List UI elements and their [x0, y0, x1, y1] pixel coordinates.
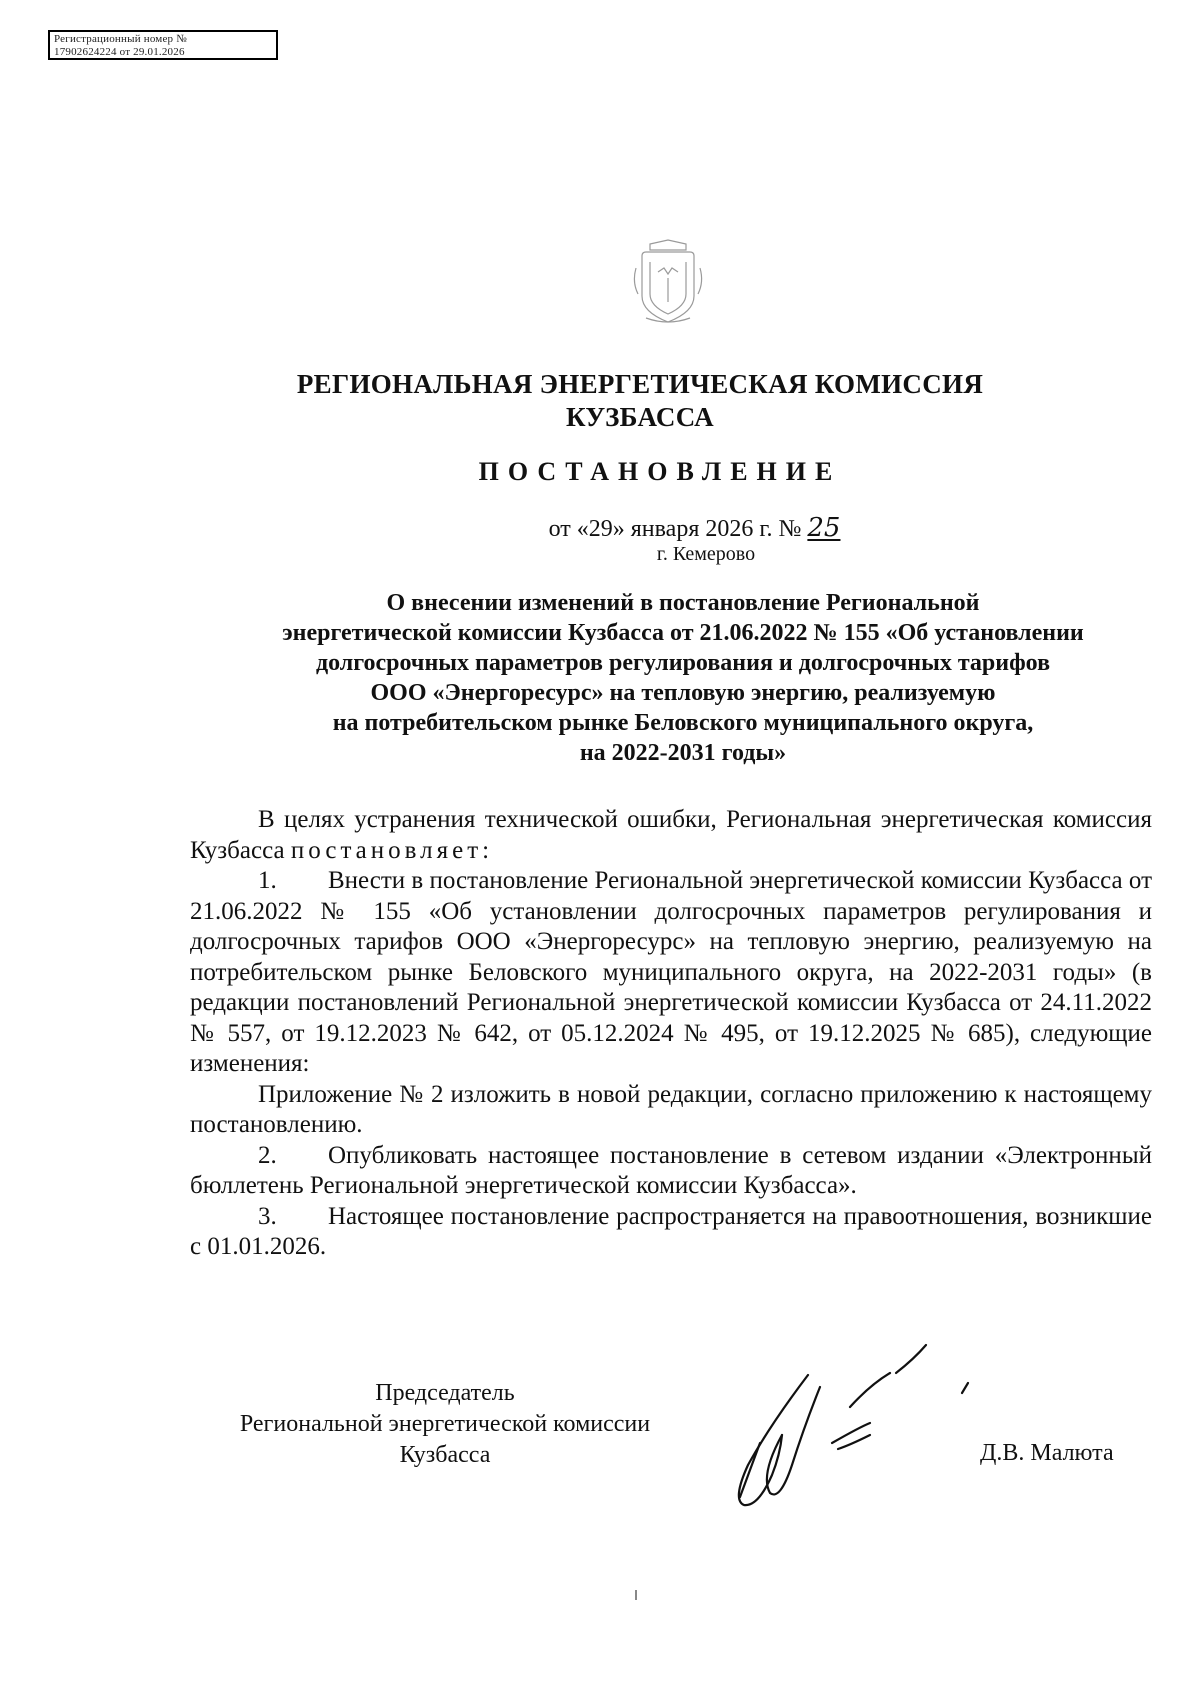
position-line: Региональной энергетической комиссии: [239, 1411, 651, 1437]
position-line: Кузбасса: [399, 1442, 491, 1468]
item-number: 2.: [258, 1141, 277, 1169]
subject-line: О внесении изменений в постановление Региональной: [386, 590, 980, 616]
position-line: Председатель: [375, 1380, 515, 1406]
signatory-position: [170, 1378, 720, 1471]
subject-line: энергетической комиссии Кузбасса от 21.06.2022 № 155 «Об установлении: [282, 620, 1084, 646]
registration-number-label: Регистрационный номер №: [54, 33, 187, 45]
item-text: Настоящее постановление распространяется на правоотношения, возникшие с 01.01.2026.: [190, 1202, 1152, 1260]
handwritten-signature: [700, 1315, 1060, 1515]
organization-name-line2: КУЗБАССА: [566, 402, 714, 432]
preamble-text: В целях устранения технической ошибки, Региональная энергетическая комиссия Кузбасса: [190, 806, 1152, 864]
resolves-word: постановляет:: [290, 836, 494, 864]
document-body: [190, 805, 1152, 1263]
subject-line: на 2022-2031 годы»: [579, 740, 787, 766]
item-number: 3.: [258, 1202, 277, 1230]
resolution-item-3: [190, 1202, 1152, 1263]
subject-line: долгосрочных параметров регулирования и долгосрочных тарифов: [315, 650, 1051, 676]
document-number-handwritten: 25: [807, 513, 841, 543]
organization-title: [40, 368, 1200, 434]
subject-line: ООО «Энергоресурс» на тепловую энергию, реализуемую: [370, 680, 996, 706]
preamble-paragraph: [190, 805, 1152, 866]
resolution-item-2: [190, 1141, 1152, 1202]
coat-of-arms-icon: [628, 238, 708, 326]
resolution-item-1-sub: Приложение № 2 изложить в новой редакции, согласно приложению к настоящему постановлению.: [190, 1080, 1152, 1138]
document-date-line: [106, 513, 1200, 543]
subject-line: на потребительском рынке Беловского муниципального округа,: [332, 710, 1034, 736]
signatory-name: Д.В. Малюта: [980, 1440, 1114, 1466]
document-subject: [168, 588, 1198, 768]
item-text: Внести в постановление Региональной энергетической комиссии Кузбасса от 21.06.2022 № 155 «Об установлении долгосрочных параметров регулирования и долгосрочных тарифов ООО «Энергоресурс» на тепловую энергию, реализуемую на потребительском рынке Беловского муниципального округа, на 2022-2031 годы» (в редакции постановлений Региональной энергетической комиссии Кузбасса от 24.11.2022 № 557, от 19.12.2023 № 642, от 05.12.2024 № 495, от 19.12.2025 № 685), следующие изменения:: [190, 867, 1152, 1077]
document-type: ПОСТАНОВЛЕНИЕ: [478, 457, 842, 486]
document-city: г. Кемерово: [656, 543, 756, 565]
registration-stamp: [48, 30, 278, 60]
resolution-item-1: [190, 866, 1152, 1080]
document-date: от «29» января 2026 г. №: [548, 516, 802, 542]
item-text: Опубликовать настоящее постановление в сетевом издании «Электронный бюллетень Региональной энергетической комиссии Кузбасса».: [190, 1141, 1152, 1199]
registration-number-value: 17902624224 от 29.01.2026: [54, 46, 185, 58]
scan-artifact: [635, 1590, 637, 1600]
organization-name-line1: РЕГИОНАЛЬНАЯ ЭНЕРГЕТИЧЕСКАЯ КОМИССИЯ: [296, 369, 984, 399]
item-number: 1.: [258, 867, 277, 894]
